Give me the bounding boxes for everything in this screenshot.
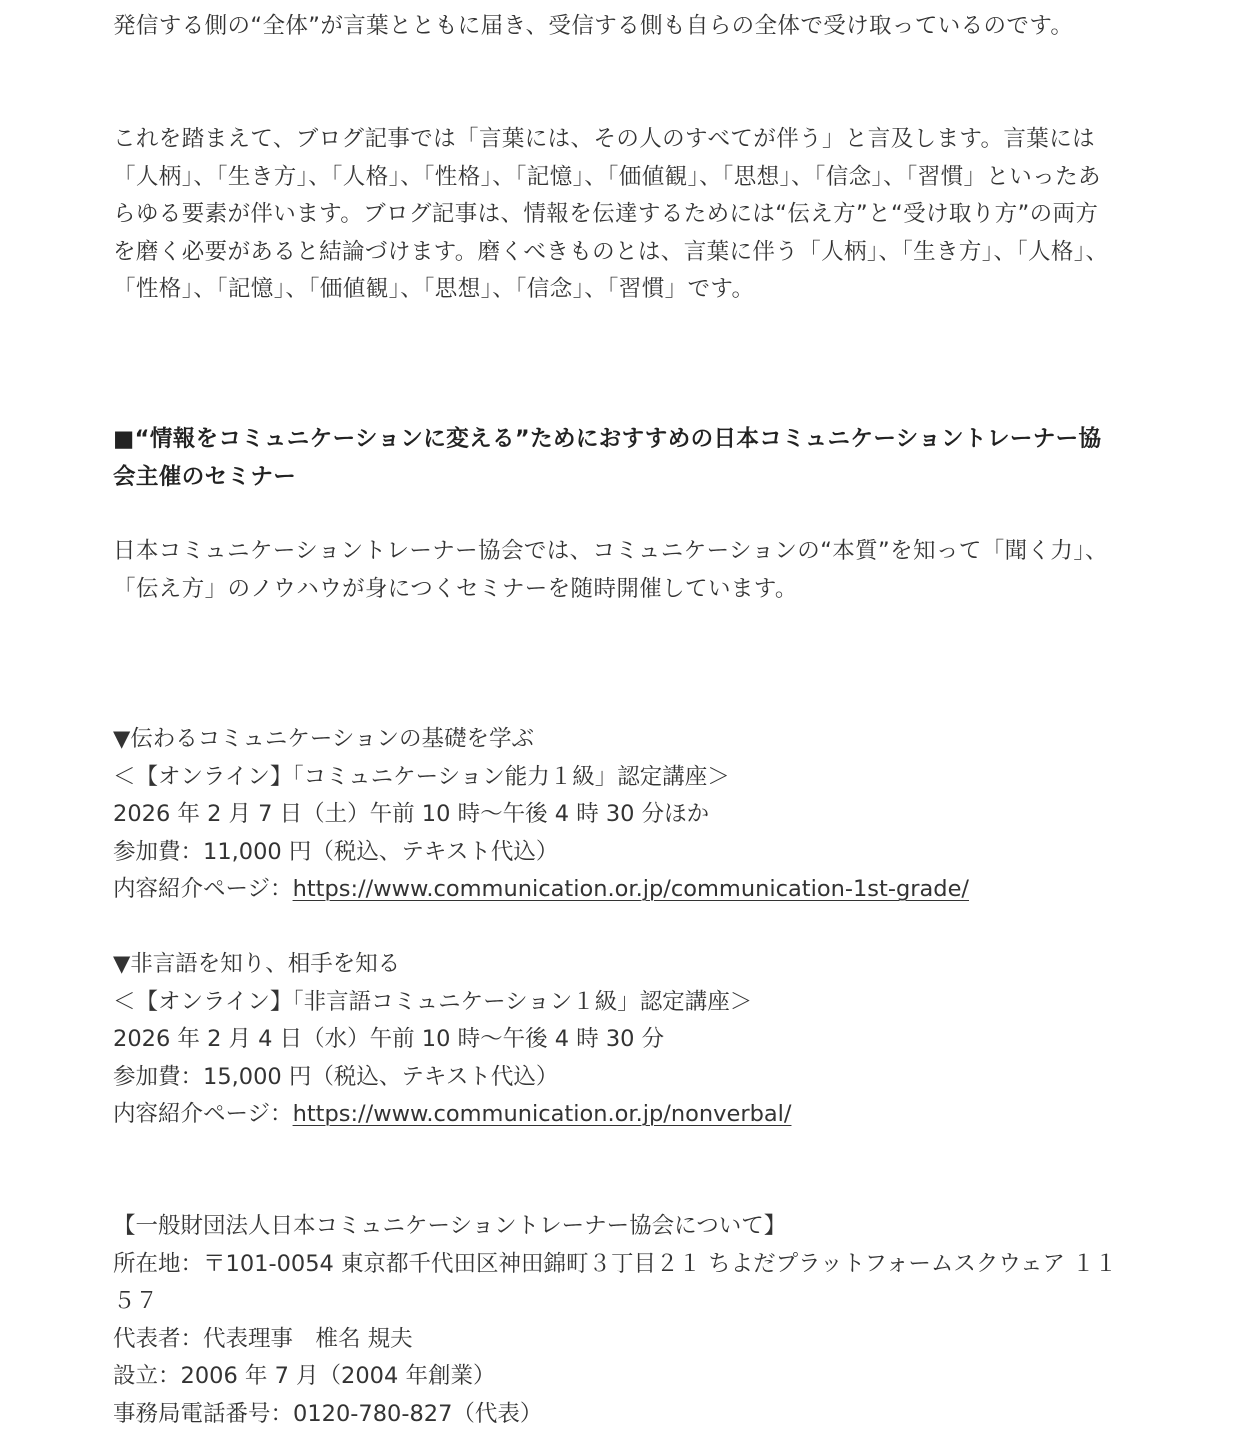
seminar-fee: 参加費：15,000 円（税込、テキスト代込） [113, 1063, 559, 1090]
seminar-link-line [113, 1096, 1123, 1134]
seminar-link[interactable]: https://www.communication.or.jp/nonverbal/ [292, 1101, 792, 1127]
seminar-link-label: 内容紹介ページ： [113, 1101, 293, 1127]
seminar-link-label: 内容紹介ページ： [113, 876, 293, 902]
seminar-link-line [113, 871, 1123, 909]
seminar-date: 2026 年 2 月 4 日（水）午前 10 時〜午後 4 時 30 分 [113, 1026, 665, 1052]
seminar-fee: 参加費：11,000 円（税込、テキスト代込） [113, 838, 559, 865]
seminar-tagline: ▼伝わるコミュニケーションの基礎を学ぶ [113, 726, 534, 752]
seminar-tagline: ▼非言語を知り、相手を知る [113, 951, 401, 977]
organization-established: 設立：2006 年 7 月（2004 年創業） [113, 1363, 496, 1389]
organization-phone: 事務局電話番号：0120-780-827（代表） [113, 1400, 543, 1427]
intro-paragraph-1: 発信する側の“全体”が言葉とともに届き、受信する側も自らの全体で受け取っているのです。 [113, 13, 1074, 39]
seminar-title: ＜【オンライン】「非言語コミュニケーション１級」認定講座＞ [113, 988, 753, 1015]
seminar-date: 2026 年 2 月 7 日（土）午前 10 時〜午後 4 時 30 分ほか [113, 801, 710, 827]
organization-info [113, 1208, 1123, 1433]
organization-heading: 【一般財団法人日本コミュニケーショントレーナー協会について】 [113, 1213, 787, 1239]
organization-address: 所在地：〒101-0054 東京都千代田区神田錦町３丁目２１ ちよだプラットフォームスクウェア １１５７ [113, 1250, 1118, 1314]
organization-representative: 代表者：代表理事 椎名 規夫 [113, 1325, 413, 1352]
seminar-section-description: 日本コミュニケーショントレーナー協会では、コミュニケーションの“本質”を知って「聞く力」、「伝え方」のノウハウが身につくセミナーを随時開催しています。 [113, 538, 1108, 602]
seminar-section-heading: ■“情報をコミュニケーションに変える”ためにおすすめの日本コミュニケーショントレーナー協会主催のセミナー [113, 426, 1102, 490]
seminar-block-nonverbal [113, 946, 1123, 1134]
intro-paragraph-2: これを踏まえて、ブログ記事では「言葉には、その人のすべてが伴う」と言及します。言葉には「人柄」、「生き方」、「人格」、「性格」、「記憶」、「価値観」、「思想」、「信念」、「習慣」といったあらゆる要素が伴います。ブログ記事は、情報を伝達するためには“伝え方”と“受け取り方”の両方を磨く必要があると結論づけます。磨くべきものとは、言葉に伴う「人柄」、「生き方」、「人格」、「性格」、「記憶」、「価値観」、「思想」、「信念」、「習慣」です。 [113, 126, 1109, 302]
seminar-title: ＜【オンライン】「コミュニケーション能力１級」認定講座＞ [113, 763, 730, 790]
seminar-block-communication [113, 721, 1123, 909]
seminar-link[interactable]: https://www.communication.or.jp/communication-1st-grade/ [292, 876, 970, 902]
